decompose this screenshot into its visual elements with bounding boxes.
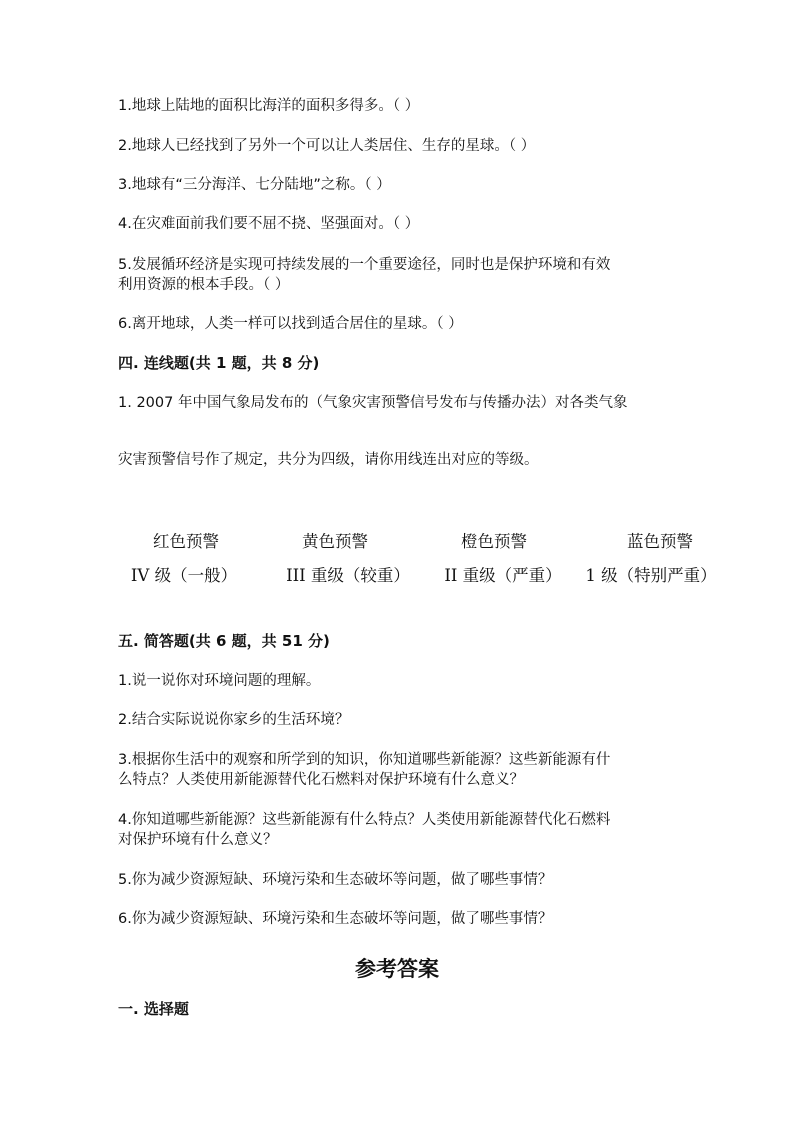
answer-key-title: 参考答案: [355, 956, 439, 981]
short-answer-q2: 2.结合实际说说你家乡的生活环境？: [118, 712, 350, 728]
judgement-item-5-line-1: 5.发展循环经济是实现可持续发展的一个重要途径，同时也是保护环境和有效: [118, 257, 611, 273]
section-heading-matching: 四. 连线题(共 1 题，共 8 分): [118, 354, 320, 372]
short-answer-q5: 5.你为减少资源短缺、环境污染和生态破坏等问题，做了哪些事情？: [118, 872, 553, 888]
judgement-item-6: 6.离开地球，人类一样可以找到适合居住的星球。（ ）: [118, 316, 463, 332]
level-iv: IV 级（一般）: [130, 566, 238, 585]
matching-question-line-1: 1. 2007 年中国气象局发布的（气象灾害预警信号发布与传播办法）对各类气象: [118, 395, 628, 411]
answer-section-choice: 一. 选择题: [118, 1000, 189, 1018]
short-answer-q6: 6.你为减少资源短缺、环境污染和生态破坏等问题，做了哪些事情？: [118, 911, 553, 927]
judgement-item-2: 2.地球人已经找到了另外一个可以让人类居住、生存的星球。（ ）: [118, 138, 536, 154]
short-answer-q3-line-1: 3.根据你生活中的观察和所学到的知识，你知道哪些新能源？这些新能源有什: [118, 752, 611, 768]
level-iii: III 重级（较重）: [286, 566, 410, 585]
short-answer-q4-line-2: 对保护环境有什么意义？: [118, 832, 278, 848]
judgement-item-5-line-2: 利用资源的根本手段。（ ）: [118, 277, 290, 293]
warning-yellow: 黄色预警: [302, 532, 368, 551]
judgement-item-1: 1.地球上陆地的面积比海洋的面积多得多。（ ）: [118, 98, 420, 114]
short-answer-q4-line-1: 4.你知道哪些新能源？这些新能源有什么特点？人类使用新能源替代化石燃料: [118, 812, 611, 828]
warning-red: 红色预警: [153, 532, 219, 551]
short-answer-q3-line-2: 么特点？人类使用新能源替代化石燃料对保护环境有什么意义？: [118, 772, 524, 788]
judgement-item-4: 4.在灾难面前我们要不屈不挠、坚强面对。（ ）: [118, 216, 420, 232]
level-i: 1 级（特别严重）: [585, 566, 717, 585]
section-heading-short-answer: 五. 简答题(共 6 题，共 51 分): [118, 632, 330, 650]
matching-question-line-2: 灾害预警信号作了规定，共分为四级，请你用线连出对应的等级。: [118, 452, 539, 468]
warning-orange: 橙色预警: [461, 532, 527, 551]
judgement-item-3: 3.地球有“三分海洋、七分陆地”之称。（ ）: [118, 177, 391, 193]
warning-blue: 蓝色预警: [627, 532, 693, 551]
level-ii: II 重级（严重）: [444, 566, 562, 585]
short-answer-q1: 1.说一说你对环境问题的理解。: [118, 673, 321, 689]
